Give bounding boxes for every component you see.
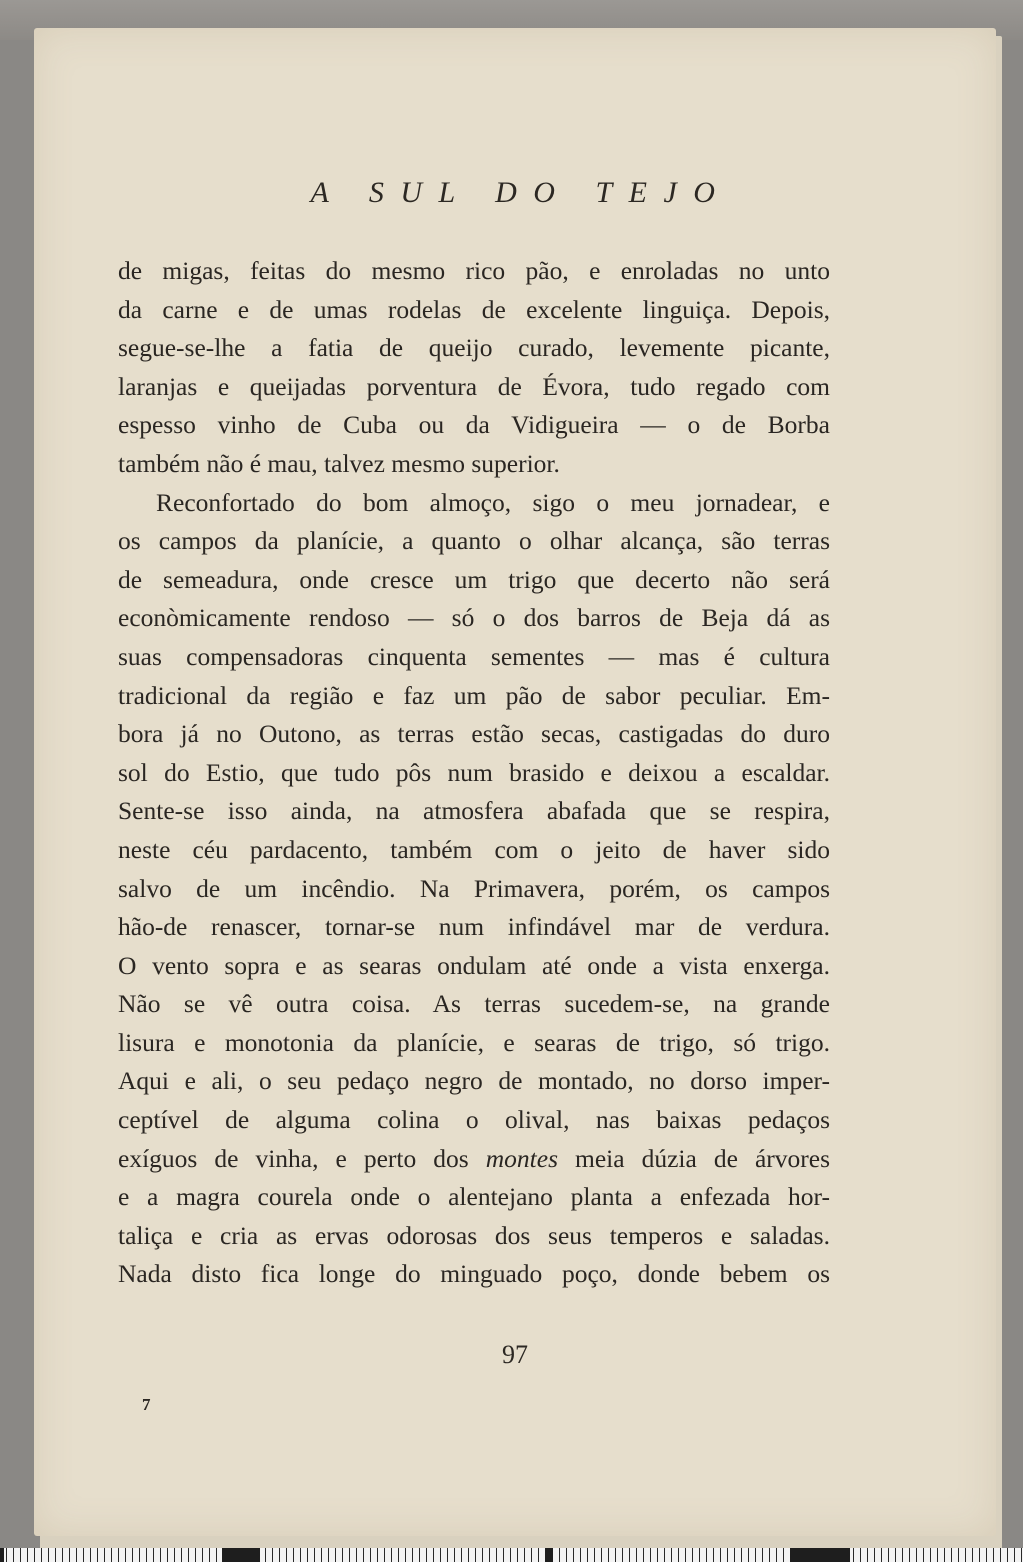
text-line: O vento sopra e as searas ondulam até onde a vista enxerga. — [118, 950, 830, 980]
italic-word: montes — [485, 1143, 558, 1173]
signature-mark: 7 — [142, 1395, 151, 1414]
text-line: bora já no Outono, as terras estão secas, castigadas do duro — [118, 719, 830, 749]
text-line: Sente-se isso ainda, na atmosfera abafada que se respira, — [118, 796, 830, 826]
text-line: de semeadura, onde cresce um trigo que decerto não será — [118, 564, 830, 594]
text-line: espesso vinho de Cuba ou da Vidigueira — o de Borba — [118, 410, 830, 440]
text-line: os campos da planície, a quanto o olhar alcança, são terras — [118, 526, 830, 556]
scale-block — [222, 1548, 260, 1562]
text-line-with-italic — [118, 1140, 830, 1179]
text-line: tradicional da região e faz um pão de sabor peculiar. Em- — [118, 680, 830, 710]
text-line: Nada disto fica longe do minguado poço, donde bebem os — [118, 1259, 830, 1289]
text-line: hão-de renascer, tornar-se num infindável mar de verdura. — [118, 912, 830, 942]
text-line: salvo de um incêndio. Na Primavera, porém, os campos — [118, 873, 830, 903]
text-line: e a magra courela onde o alentejano planta a enfezada hor- — [118, 1182, 830, 1212]
text-line: neste céu pardacento, também com o jeito de haver sido — [118, 834, 830, 864]
running-head-title: A SUL DO TEJO — [310, 176, 732, 209]
scale-block — [0, 1548, 4, 1562]
text-line: Aqui e ali, o seu pedaço negro de montado, no dorso imper- — [118, 1066, 830, 1096]
text-line: sol do Estio, que tudo pôs num brasido e deixou a escaldar. — [118, 757, 830, 787]
text-line: segue-se-lhe a fatia de queijo curado, levemente picante, — [118, 333, 830, 363]
text-line: de migas, feitas do mesmo rico pão, e enroladas no unto — [118, 256, 830, 285]
page-number: 97 — [502, 1340, 528, 1369]
text-line: Não se vê outra coisa. As terras sucedem-se, na grande — [118, 989, 830, 1019]
book-page — [34, 28, 996, 1536]
text-line: também não é mau, talvez mesmo superior. — [118, 448, 560, 478]
text-line: laranjas e queijadas porventura de Évora, tudo regado com — [118, 371, 830, 401]
body-text — [118, 252, 830, 1294]
text-segment: exíguos de vinha, e perto dos — [118, 1143, 486, 1173]
text-line: ceptível de alguma colina o olival, nas baixas pedaços — [118, 1105, 830, 1135]
scan-scale-strip — [0, 1548, 1023, 1562]
text-line: da carne e de umas rodelas de excelente linguiça. Depois, — [118, 294, 830, 324]
scale-block — [790, 1548, 850, 1562]
text-line: lisura e monotonia da planície, e searas de trigo, só trigo. — [118, 1027, 830, 1057]
text-line: econòmicamente rendoso — só o dos barros de Beja dá as — [118, 603, 830, 633]
scale-block — [545, 1548, 553, 1562]
text-line-paragraph-start: Reconfortado do bom almoço, sigo o meu jornadear, e — [156, 487, 830, 517]
text-segment: meia dúzia de árvores — [558, 1143, 831, 1173]
text-line: suas compensadoras cinquenta sementes — mas é cultura — [118, 641, 830, 671]
text-line: taliça e cria as ervas odorosas dos seus temperos e saladas. — [118, 1220, 830, 1250]
